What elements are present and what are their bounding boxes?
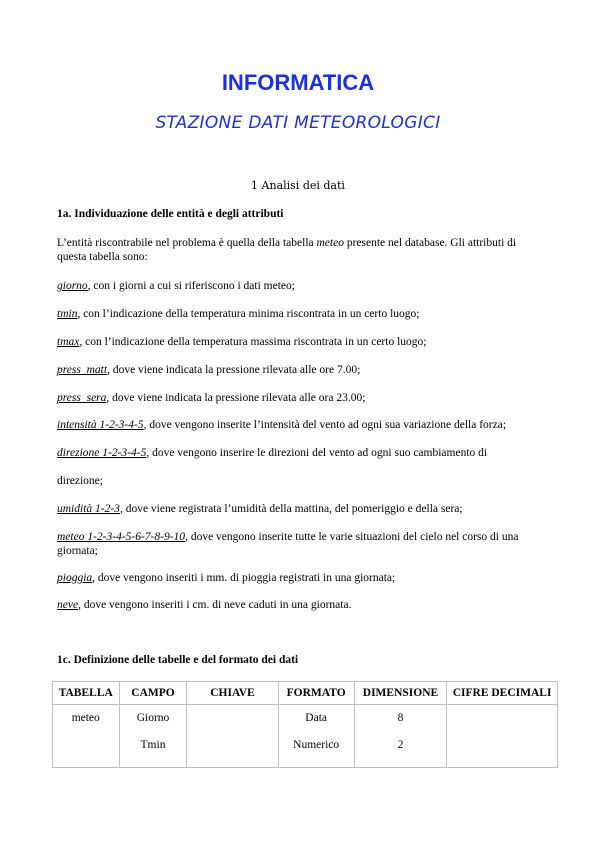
table-header-row xyxy=(53,682,558,705)
cell-campo xyxy=(119,705,187,768)
attribute-term: meteo 1-2-3-4-5-6-7-8-9-10 xyxy=(57,531,186,543)
attribute-desc: , dove vengono inserite l’intensità del vento ad ogni sua variazione della forza; xyxy=(143,419,507,431)
attribute-desc: , dove vengono inseriti i mm. di pioggia registrati in una giornata; xyxy=(92,572,396,584)
attribute-term: intensità 1-2-3-4-5 xyxy=(57,419,144,431)
subsection-heading-1c: 1c. Definizione delle tabelle e del formato dei dati xyxy=(57,654,299,666)
cell-dimensione xyxy=(354,705,446,768)
intro-paragraph xyxy=(57,236,542,264)
intro-text-a: L’entità riscontrabile nel problema è quella della tabella xyxy=(57,237,317,249)
intro-text-b: presente nel database. Gli attributi di questa tabella sono: xyxy=(57,237,517,263)
cell-value: Giorno xyxy=(136,712,170,724)
attribute-line xyxy=(57,598,542,612)
attribute-term: neve xyxy=(57,599,79,611)
attribute-term: giorno xyxy=(57,280,88,292)
document-title: INFORMATICA xyxy=(221,70,375,95)
attribute-term: press_matt xyxy=(57,364,108,376)
attribute-desc: , dove viene indicata la pressione rilevata alle ore 7.00; xyxy=(107,364,361,376)
attribute-desc: , dove vengono inseriti i cm. di neve caduti in una giornata. xyxy=(78,599,352,611)
attribute-line xyxy=(57,335,542,349)
cell-value xyxy=(447,705,557,732)
attribute-line xyxy=(57,446,542,460)
attribute-desc: , dove viene registrata l’umidità della mattina, del pomeriggio e della sera; xyxy=(119,503,463,515)
attribute-desc: , con l’indicazione della temperatura minima riscontrata in un certo luogo; xyxy=(77,308,420,320)
cell-value: meteo xyxy=(71,712,100,724)
column-header: CHIAVE xyxy=(187,682,278,705)
attribute-term: tmin xyxy=(57,308,78,320)
attribute-line xyxy=(57,363,542,377)
attribute-line xyxy=(57,418,542,432)
section-heading: 1 Analisi dei dati xyxy=(251,179,345,192)
column-header: TABELLA xyxy=(53,682,120,705)
attribute-line xyxy=(57,474,542,488)
cell-value: 2 xyxy=(397,739,404,751)
attribute-term: tmax xyxy=(57,336,80,348)
column-header: CIFRE DECIMALI xyxy=(447,682,558,705)
attribute-line xyxy=(57,279,542,293)
cell-tabella xyxy=(53,705,120,768)
attribute-line xyxy=(57,391,542,405)
attribute-desc: , dove viene indicata la pressione rilevata alle ora 23.00; xyxy=(106,392,366,404)
cell-value xyxy=(187,705,277,732)
attribute-desc: , dove vengono inserite tutte le varie situazioni del cielo nel corso di una giornata; xyxy=(57,531,519,557)
cell-cifre-decimali xyxy=(447,705,558,768)
column-header: DIMENSIONE xyxy=(354,682,446,705)
attribute-desc: , dove vengono inserire le direzioni del vento ad ogni suo cambiamento di xyxy=(146,447,488,459)
attribute-term: pioggia xyxy=(57,572,93,584)
attribute-term: direzione 1-2-3-4-5 xyxy=(57,447,147,459)
subsection-heading-1a: 1a. Individuazione delle entità e degli attributi xyxy=(57,208,284,220)
cell-value: Data xyxy=(305,712,328,724)
column-header: FORMATO xyxy=(278,682,354,705)
column-header: CAMPO xyxy=(119,682,187,705)
attribute-line xyxy=(57,307,542,321)
attribute-line xyxy=(57,502,542,516)
document-subtitle: STAZIONE DATI METEOROLOGICI xyxy=(155,113,441,133)
attribute-term: press_sera xyxy=(57,392,107,404)
cell-value: Tmin xyxy=(140,739,166,751)
cell-chiave xyxy=(187,705,278,768)
attribute-desc: , con l’indicazione della temperatura massima riscontrata in un certo luogo; xyxy=(79,336,427,348)
cell-formato xyxy=(278,705,354,768)
cell-value: Numerico xyxy=(293,739,340,751)
attribute-desc: direzione; xyxy=(57,475,103,487)
cell-value: 8 xyxy=(397,712,404,724)
table-row xyxy=(53,705,558,768)
format-table xyxy=(52,681,558,768)
intro-term: meteo xyxy=(316,237,344,249)
attribute-desc: , con i giorni a cui si riferiscono i dati meteo; xyxy=(87,280,295,292)
attribute-line xyxy=(57,571,542,585)
attribute-term: umidità 1-2-3 xyxy=(57,503,120,515)
attribute-line xyxy=(57,530,542,558)
